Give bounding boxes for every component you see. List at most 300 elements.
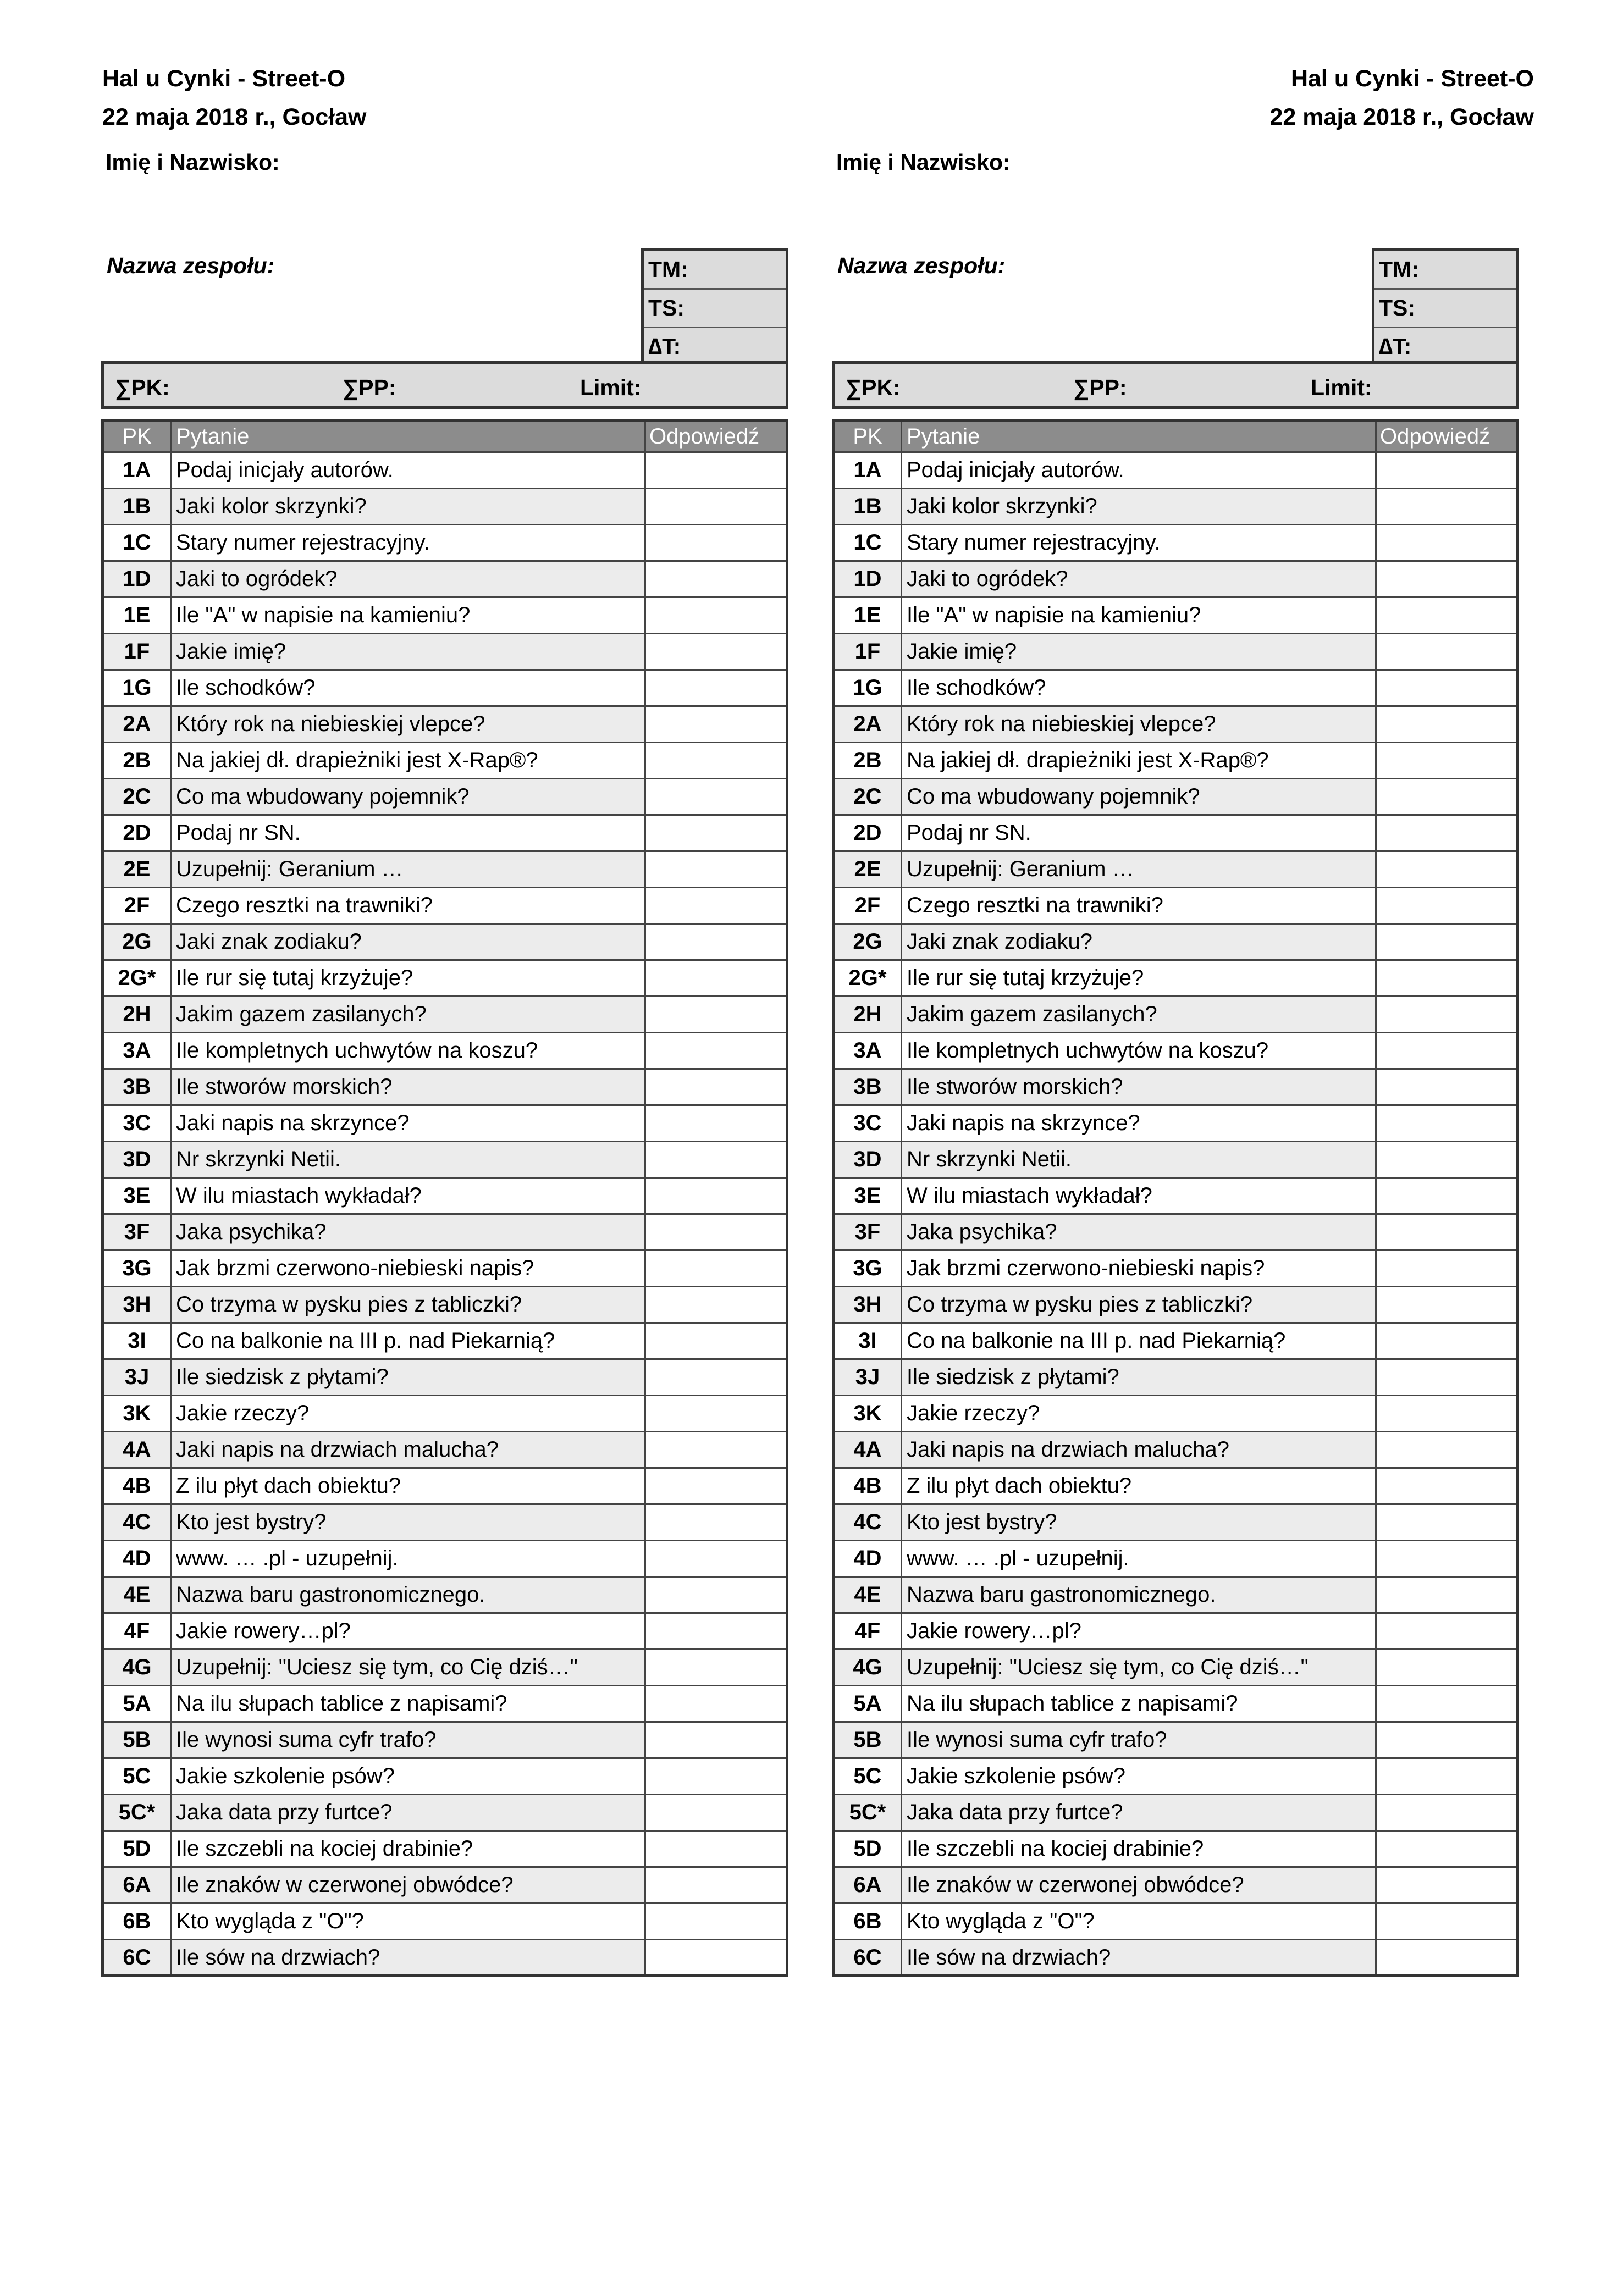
answer-cell[interactable] — [645, 452, 787, 489]
answer-cell[interactable] — [645, 1686, 787, 1722]
question-text: Jakie rowery…pl? — [902, 1613, 1376, 1650]
table-row — [833, 743, 1518, 779]
question-text: Ile sów na drzwiach? — [171, 1940, 645, 1976]
question-text: Jakie rzeczy? — [902, 1396, 1376, 1432]
control-point-code: 1F — [103, 634, 171, 670]
answer-card-right — [832, 248, 1519, 1977]
answer-cell[interactable] — [645, 634, 787, 670]
question-text: Jaki napis na drzwiach malucha? — [902, 1432, 1376, 1468]
question-text: Nr skrzynki Netii. — [902, 1142, 1376, 1178]
question-text: Jaka data przy furtce? — [902, 1795, 1376, 1831]
question-text: Jakim gazem zasilanych? — [902, 997, 1376, 1033]
answer-cell[interactable] — [645, 561, 787, 597]
limit-label: Limit: — [580, 375, 642, 400]
answer-cell[interactable] — [1376, 634, 1518, 670]
question-text: Uzupełnij: Geranium … — [902, 851, 1376, 888]
control-point-code: 2G — [833, 924, 902, 960]
table-row — [103, 452, 787, 489]
table-row — [103, 1178, 787, 1214]
answer-cell[interactable] — [1376, 1504, 1518, 1541]
answer-cell[interactable] — [1376, 924, 1518, 960]
table-row — [833, 706, 1518, 743]
question-text: Jaka psychika? — [171, 1214, 645, 1251]
control-point-code: 5A — [833, 1686, 902, 1722]
question-text: Nr skrzynki Netii. — [171, 1142, 645, 1178]
control-point-code: 5B — [833, 1722, 902, 1758]
ts-field[interactable]: TS: — [1374, 290, 1516, 328]
table-row — [103, 1758, 787, 1795]
question-text: Z ilu płyt dach obiektu? — [171, 1468, 645, 1504]
control-point-code: 2A — [103, 706, 171, 743]
control-point-code: 1E — [833, 597, 902, 634]
control-point-code: 3E — [103, 1178, 171, 1214]
answer-cell[interactable] — [645, 1323, 787, 1359]
col-question: Pytanie — [902, 421, 1376, 452]
answer-cell[interactable] — [1376, 452, 1518, 489]
answer-cell[interactable] — [645, 960, 787, 997]
table-row — [833, 1940, 1518, 1976]
table-row — [833, 1432, 1518, 1468]
question-rows — [103, 452, 787, 1976]
control-point-code: 5B — [103, 1722, 171, 1758]
control-point-code: 4C — [103, 1504, 171, 1541]
question-text: www. … .pl - uzupełnij. — [902, 1541, 1376, 1577]
control-point-code: 2F — [833, 888, 902, 924]
control-point-code: 1G — [103, 670, 171, 706]
table-row — [833, 1613, 1518, 1650]
control-point-code: 5C — [103, 1758, 171, 1795]
question-text: Podaj nr SN. — [902, 815, 1376, 851]
table-row — [103, 489, 787, 525]
question-text: Ile stworów morskich? — [902, 1069, 1376, 1105]
table-row — [833, 1722, 1518, 1758]
answer-cell[interactable] — [1376, 1686, 1518, 1722]
answer-cell[interactable] — [1376, 1795, 1518, 1831]
table-row — [103, 1142, 787, 1178]
answer-cell[interactable] — [645, 1758, 787, 1795]
answer-cell[interactable] — [645, 1722, 787, 1758]
table-row — [833, 1323, 1518, 1359]
answer-cell[interactable] — [645, 779, 787, 815]
col-pk: PK — [833, 421, 902, 452]
question-text: Ile siedzisk z płytami? — [902, 1359, 1376, 1396]
answer-cell[interactable] — [1376, 1904, 1518, 1940]
table-row — [103, 1867, 787, 1904]
table-row — [103, 1504, 787, 1541]
question-text: Jakie imię? — [171, 634, 645, 670]
table-row — [833, 670, 1518, 706]
control-point-code: 3F — [833, 1214, 902, 1251]
control-point-code: 4A — [103, 1432, 171, 1468]
answer-cell[interactable] — [645, 706, 787, 743]
control-point-code: 1C — [103, 525, 171, 561]
answer-cell[interactable] — [1376, 670, 1518, 706]
answer-cell[interactable] — [1376, 525, 1518, 561]
question-text: Jaki napis na skrzynce? — [902, 1105, 1376, 1142]
answer-cell[interactable] — [645, 1142, 787, 1178]
question-rows — [833, 452, 1518, 1976]
table-row — [833, 960, 1518, 997]
table-row — [833, 1396, 1518, 1432]
answer-cell[interactable] — [1376, 1287, 1518, 1323]
control-point-code: 4D — [833, 1541, 902, 1577]
col-question: Pytanie — [171, 421, 645, 452]
table-row — [103, 706, 787, 743]
answer-cell[interactable] — [1376, 851, 1518, 888]
sum-row — [101, 361, 788, 409]
question-text: W ilu miastach wykładał? — [902, 1178, 1376, 1214]
team-name-label: Nazwa zespołu: — [107, 253, 275, 278]
control-point-code: 1C — [833, 525, 902, 561]
control-point-code: 3A — [833, 1033, 902, 1069]
table-row — [103, 561, 787, 597]
question-text: Ile sów na drzwiach? — [902, 1940, 1376, 1976]
answer-cell[interactable] — [645, 1432, 787, 1468]
question-text: Jakie rzeczy? — [171, 1396, 645, 1432]
team-name-label: Nazwa zespołu: — [837, 253, 1006, 278]
table-row — [833, 1650, 1518, 1686]
table-row — [833, 597, 1518, 634]
control-point-code: 4F — [833, 1613, 902, 1650]
control-point-code: 3J — [103, 1359, 171, 1396]
tm-field[interactable]: TM: — [644, 251, 786, 290]
answer-cell[interactable] — [1376, 888, 1518, 924]
question-text: Jakie rowery…pl? — [171, 1613, 645, 1650]
question-text: Co ma wbudowany pojemnik? — [902, 779, 1376, 815]
control-point-code: 3J — [833, 1359, 902, 1396]
answer-cell[interactable] — [1376, 960, 1518, 997]
question-text: Ile "A" w napisie na kamieniu? — [171, 597, 645, 634]
table-row — [103, 960, 787, 997]
question-text: Ile siedzisk z płytami? — [171, 1359, 645, 1396]
answer-cell[interactable] — [1376, 1758, 1518, 1795]
answer-cell[interactable] — [1376, 1650, 1518, 1686]
question-text: Ile znaków w czerwonej obwódce? — [171, 1867, 645, 1904]
question-text: Kto jest bystry? — [171, 1504, 645, 1541]
question-text: Ile wynosi suma cyfr trafo? — [171, 1722, 645, 1758]
control-point-code: 1B — [103, 489, 171, 525]
answer-cell[interactable] — [645, 1940, 787, 1976]
question-text: W ilu miastach wykładał? — [171, 1178, 645, 1214]
table-row — [833, 1867, 1518, 1904]
question-text: Podaj nr SN. — [171, 815, 645, 851]
answer-cell[interactable] — [645, 525, 787, 561]
question-text: Jak brzmi czerwono-niebieski napis? — [902, 1251, 1376, 1287]
answer-cell[interactable] — [645, 1251, 787, 1287]
control-point-code: 4G — [103, 1650, 171, 1686]
col-pk: PK — [103, 421, 171, 452]
table-row — [833, 924, 1518, 960]
question-text: Na jakiej dł. drapieżniki jest X-Rap®? — [171, 743, 645, 779]
answer-cell[interactable] — [1376, 597, 1518, 634]
delta-t-field[interactable]: ∆T: — [1379, 334, 1412, 359]
control-point-code: 3F — [103, 1214, 171, 1251]
table-row — [103, 1287, 787, 1323]
sum-pk-label: ∑PK: — [846, 375, 901, 400]
answer-cell[interactable] — [1376, 706, 1518, 743]
answer-cell[interactable] — [645, 1650, 787, 1686]
table-header — [103, 421, 787, 452]
answer-cell[interactable] — [645, 1541, 787, 1577]
answer-cell[interactable] — [645, 815, 787, 851]
answer-cell[interactable] — [645, 997, 787, 1033]
answer-cell[interactable] — [1376, 489, 1518, 525]
answer-cell[interactable] — [1376, 815, 1518, 851]
question-text: Ile stworów morskich? — [171, 1069, 645, 1105]
table-row — [833, 1033, 1518, 1069]
control-point-code: 2F — [103, 888, 171, 924]
table-row — [103, 743, 787, 779]
answer-cell[interactable] — [645, 1069, 787, 1105]
tm-field[interactable]: TM: — [1374, 251, 1516, 290]
sum-pp-label: ∑PP: — [343, 375, 396, 400]
answer-cell[interactable] — [1376, 1432, 1518, 1468]
table-row — [103, 851, 787, 888]
question-text: Stary numer rejestracyjny. — [902, 525, 1376, 561]
table-row — [103, 1904, 787, 1940]
control-point-code: 4E — [833, 1577, 902, 1613]
answer-cell[interactable] — [645, 1468, 787, 1504]
control-point-code: 1A — [103, 452, 171, 489]
table-row — [833, 1468, 1518, 1504]
delta-t-field[interactable]: ∆T: — [648, 334, 681, 359]
control-point-code: 4E — [103, 1577, 171, 1613]
control-point-code: 1G — [833, 670, 902, 706]
question-text: Ile rur się tutaj krzyżuje? — [171, 960, 645, 997]
answer-cell[interactable] — [1376, 561, 1518, 597]
table-row — [833, 1686, 1518, 1722]
table-row — [103, 1359, 787, 1396]
answer-cell[interactable] — [1376, 1613, 1518, 1650]
answer-cell[interactable] — [1376, 1468, 1518, 1504]
answer-cell[interactable] — [1376, 1033, 1518, 1069]
control-point-code: 6A — [833, 1867, 902, 1904]
table-row — [103, 1214, 787, 1251]
name-label: Imię i Nazwisko: — [836, 150, 1011, 175]
control-point-code: 2H — [103, 997, 171, 1033]
answer-cell[interactable] — [645, 1287, 787, 1323]
answer-cell[interactable] — [645, 1105, 787, 1142]
control-point-code: 3I — [833, 1323, 902, 1359]
question-text: Ile schodków? — [171, 670, 645, 706]
table-row — [833, 1359, 1518, 1396]
answer-cell[interactable] — [1376, 1323, 1518, 1359]
answer-cell[interactable] — [1376, 1178, 1518, 1214]
table-row — [103, 597, 787, 634]
sum-pk-label: ∑PK: — [115, 375, 170, 400]
question-text: Na jakiej dł. drapieżniki jest X-Rap®? — [902, 743, 1376, 779]
control-point-code: 3B — [833, 1069, 902, 1105]
control-point-code: 2H — [833, 997, 902, 1033]
answer-cell[interactable] — [645, 1904, 787, 1940]
table-row — [833, 1214, 1518, 1251]
event-title: Hal u Cynki - Street-O — [1290, 65, 1534, 92]
answer-cell[interactable] — [1376, 779, 1518, 815]
question-text: Jaki znak zodiaku? — [171, 924, 645, 960]
control-point-code: 5C* — [103, 1795, 171, 1831]
team-row — [101, 248, 788, 361]
answer-cell[interactable] — [645, 851, 787, 888]
answer-cell[interactable] — [645, 1504, 787, 1541]
question-text: Jaki napis na drzwiach malucha? — [171, 1432, 645, 1468]
answer-cell[interactable] — [1376, 1214, 1518, 1251]
answer-cell[interactable] — [1376, 1831, 1518, 1867]
control-point-code: 4B — [833, 1468, 902, 1504]
answer-cell[interactable] — [1376, 1940, 1518, 1976]
answer-cell[interactable] — [645, 1867, 787, 1904]
control-point-code: 2E — [103, 851, 171, 888]
table-row — [833, 634, 1518, 670]
answer-cell[interactable] — [645, 888, 787, 924]
answer-cell[interactable] — [645, 1359, 787, 1396]
question-text: Jakim gazem zasilanych? — [171, 997, 645, 1033]
table-row — [103, 888, 787, 924]
answer-cell[interactable] — [645, 597, 787, 634]
question-text: Nazwa baru gastronomicznego. — [902, 1577, 1376, 1613]
control-point-code: 3C — [103, 1105, 171, 1142]
question-text: Ile "A" w napisie na kamieniu? — [902, 597, 1376, 634]
control-point-code: 2C — [833, 779, 902, 815]
control-point-code: 3I — [103, 1323, 171, 1359]
control-point-code: 2D — [103, 815, 171, 851]
table-row — [103, 1940, 787, 1976]
control-point-code: 3H — [833, 1287, 902, 1323]
answer-cell[interactable] — [645, 1795, 787, 1831]
answer-cell[interactable] — [1376, 1142, 1518, 1178]
question-text: Co na balkonie na III p. nad Piekarnią? — [902, 1323, 1376, 1359]
control-point-code: 3D — [833, 1142, 902, 1178]
control-point-code: 6B — [833, 1904, 902, 1940]
col-answer: Odpowiedź — [645, 421, 787, 452]
question-text: Jak brzmi czerwono-niebieski napis? — [171, 1251, 645, 1287]
table-row — [103, 1577, 787, 1613]
control-point-code: 2D — [833, 815, 902, 851]
control-point-code: 5C* — [833, 1795, 902, 1831]
header-right — [1270, 59, 1534, 136]
question-text: Nazwa baru gastronomicznego. — [171, 1577, 645, 1613]
table-row — [833, 997, 1518, 1033]
question-table — [101, 419, 788, 1977]
control-point-code: 6C — [103, 1940, 171, 1976]
time-box — [1372, 248, 1519, 365]
table-row — [103, 997, 787, 1033]
table-row — [103, 1033, 787, 1069]
control-point-code: 6C — [833, 1940, 902, 1976]
answer-cell[interactable] — [645, 489, 787, 525]
control-point-code: 1E — [103, 597, 171, 634]
answer-cell[interactable] — [645, 743, 787, 779]
answer-cell[interactable] — [1376, 997, 1518, 1033]
control-point-code: 2B — [103, 743, 171, 779]
time-box — [641, 248, 788, 365]
table-header — [833, 421, 1518, 452]
event-date-place: 22 maja 2018 r., Gocław — [1269, 104, 1534, 130]
table-row — [833, 1069, 1518, 1105]
table-row — [833, 452, 1518, 489]
answer-cell[interactable] — [1376, 1069, 1518, 1105]
table-row — [833, 1904, 1518, 1940]
answer-cell[interactable] — [1376, 1722, 1518, 1758]
question-text: Uzupełnij: "Uciesz się tym, co Cię dziś…" — [171, 1650, 645, 1686]
answer-cell[interactable] — [1376, 1396, 1518, 1432]
table-row — [833, 1105, 1518, 1142]
control-point-code: 2G — [103, 924, 171, 960]
control-point-code: 2G* — [833, 960, 902, 997]
answer-cell[interactable] — [1376, 1251, 1518, 1287]
question-text: Podaj inicjały autorów. — [902, 452, 1376, 489]
question-text: Ile szczebli na kociej drabinie? — [171, 1831, 645, 1867]
question-text: Kto wygląda z "O"? — [171, 1904, 645, 1940]
sum-pp-label: ∑PP: — [1073, 375, 1127, 400]
table-row — [103, 1650, 787, 1686]
question-text: Kto jest bystry? — [902, 1504, 1376, 1541]
question-text: Jakie imię? — [902, 634, 1376, 670]
answer-cell[interactable] — [1376, 1577, 1518, 1613]
answer-cell[interactable] — [645, 1577, 787, 1613]
control-point-code: 5C — [833, 1758, 902, 1795]
answer-cell[interactable] — [645, 1033, 787, 1069]
answer-cell[interactable] — [645, 924, 787, 960]
col-answer: Odpowiedź — [1376, 421, 1518, 452]
table-row — [103, 634, 787, 670]
question-text: Ile schodków? — [902, 670, 1376, 706]
table-row — [833, 1504, 1518, 1541]
control-point-code: 3G — [103, 1251, 171, 1287]
control-point-code: 3G — [833, 1251, 902, 1287]
control-point-code: 5D — [833, 1831, 902, 1867]
answer-cell[interactable] — [645, 1831, 787, 1867]
answer-cell[interactable] — [1376, 1867, 1518, 1904]
control-point-code: 3E — [833, 1178, 902, 1214]
answer-cell[interactable] — [1376, 1105, 1518, 1142]
table-row — [103, 525, 787, 561]
question-text: Z ilu płyt dach obiektu? — [902, 1468, 1376, 1504]
question-text: Jaki to ogródek? — [902, 561, 1376, 597]
answer-cell[interactable] — [645, 670, 787, 706]
answer-cell[interactable] — [645, 1613, 787, 1650]
table-row — [833, 815, 1518, 851]
ts-field[interactable]: TS: — [644, 290, 786, 328]
answer-cell[interactable] — [1376, 743, 1518, 779]
question-text: Jaki napis na skrzynce? — [171, 1105, 645, 1142]
control-point-code: 2E — [833, 851, 902, 888]
name-label: Imię i Nazwisko: — [106, 150, 280, 175]
table-row — [103, 924, 787, 960]
control-point-code: 6B — [103, 1904, 171, 1940]
control-point-code: 4G — [833, 1650, 902, 1686]
question-text: Co ma wbudowany pojemnik? — [171, 779, 645, 815]
answer-cell[interactable] — [1376, 1541, 1518, 1577]
control-point-code: 5A — [103, 1686, 171, 1722]
table-row — [103, 1323, 787, 1359]
control-point-code: 2G* — [103, 960, 171, 997]
table-row — [833, 1541, 1518, 1577]
answer-cell[interactable] — [645, 1214, 787, 1251]
answer-cell[interactable] — [645, 1396, 787, 1432]
control-point-code: 1F — [833, 634, 902, 670]
control-point-code: 3C — [833, 1105, 902, 1142]
answer-cell[interactable] — [645, 1178, 787, 1214]
control-point-code: 1B — [833, 489, 902, 525]
table-row — [103, 779, 787, 815]
question-text: Uzupełnij: "Uciesz się tym, co Cię dziś…" — [902, 1650, 1376, 1686]
question-text: Co trzyma w pysku pies z tabliczki? — [902, 1287, 1376, 1323]
answer-cell[interactable] — [1376, 1359, 1518, 1396]
event-date-place: 22 maja 2018 r., Gocław — [102, 104, 367, 130]
question-text: Ile kompletnych uchwytów na koszu? — [902, 1033, 1376, 1069]
table-row — [103, 1396, 787, 1432]
control-point-code: 5D — [103, 1831, 171, 1867]
